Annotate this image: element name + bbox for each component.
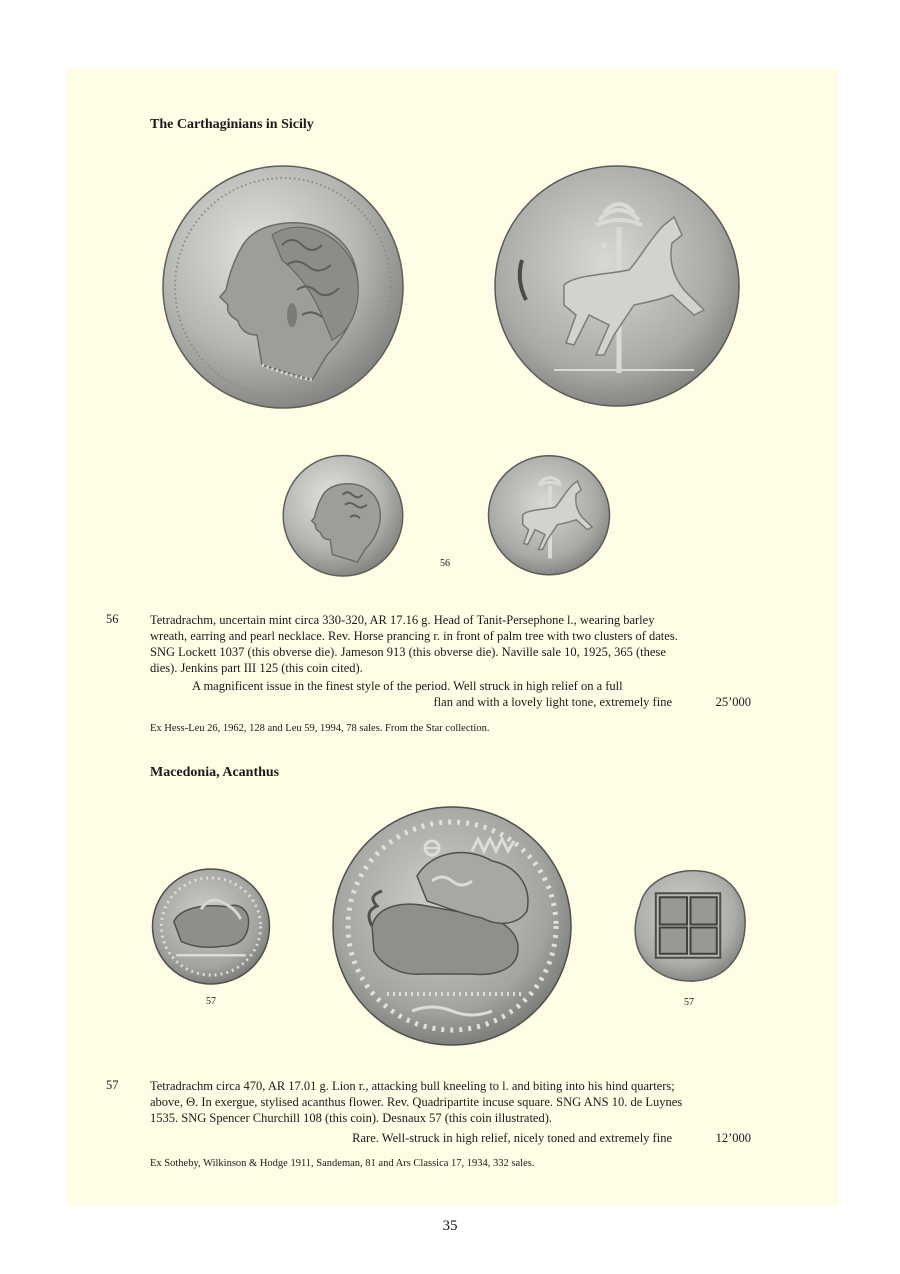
lot-price-56: 25’000 bbox=[715, 695, 751, 709]
plate-number-56: 56 bbox=[440, 558, 450, 569]
description-line: above, Θ. In exergue, stylised acanthus flower. Rev. Quadripartite incuse square. SNG ANS 10. de Luynes bbox=[150, 1095, 683, 1109]
coin-reverse-horse-small-icon bbox=[488, 455, 610, 576]
coin-lion-bull-small-icon bbox=[150, 867, 272, 986]
lot-price-57: 12’000 bbox=[715, 1131, 751, 1145]
lot-description-56 bbox=[150, 612, 751, 676]
lot-provenance-56: Ex Hess-Leu 26, 1962, 128 and Leu 59, 1994, 78 sales. From the Star collection. bbox=[150, 723, 490, 734]
description-line: SNG Lockett 1037 (this obverse die). Jameson 913 (this obverse die). Naville sale 10, 1925, 365 (these bbox=[150, 645, 666, 659]
lot-comment-56-line1: A magnificent issue in the finest style of the period. Well struck in high relief on a full bbox=[192, 679, 623, 693]
lot-provenance-57: Ex Sotheby, Wilkinson & Hodge 1911, Sandeman, 81 and Ars Classica 17, 1934, 332 sales. bbox=[150, 1158, 535, 1169]
lot-comment-56-line2: flan and with a lovely light tone, extremely fine bbox=[433, 695, 672, 709]
coin-reverse-horse-icon bbox=[494, 165, 740, 408]
section-heading-carthaginians: The Carthaginians in Sicily bbox=[150, 117, 314, 132]
plate-number-57-left: 57 bbox=[206, 996, 216, 1007]
coin-obverse-head-icon bbox=[162, 165, 404, 410]
coin-incuse-square-icon bbox=[630, 864, 749, 987]
plate-number-57-right: 57 bbox=[684, 997, 694, 1008]
description-line: 1535. SNG Spencer Churchill 108 (this coin). Desnaux 57 (this coin illustrated). bbox=[150, 1111, 553, 1125]
lot-number-57: 57 bbox=[106, 1078, 119, 1092]
section-heading-macedonia: Macedonia, Acanthus bbox=[150, 765, 280, 780]
lot-comment-57: Rare. Well-struck in high relief, nicely toned and extremely fine bbox=[352, 1131, 672, 1145]
description-line: Tetradrachm, uncertain mint circa 330-320, AR 17.16 g. Head of Tanit-Persephone l., wearing barley bbox=[150, 613, 655, 627]
description-line: wreath, earring and pearl necklace. Rev. Horse prancing r. in front of palm tree with two clusters of dates. bbox=[150, 629, 678, 643]
page-number: 35 bbox=[442, 1218, 458, 1234]
description-line: dies). Jenkins part III 125 (this coin cited). bbox=[150, 661, 363, 675]
coin-obverse-head-small-icon bbox=[282, 455, 404, 577]
coin-lion-bull-icon bbox=[332, 806, 572, 1046]
lot-number-56: 56 bbox=[106, 612, 119, 626]
description-line: Tetradrachm circa 470, AR 17.01 g. Lion r., attacking bull kneeling to l. and biting into his hind quarters; bbox=[150, 1079, 675, 1093]
lot-description-57 bbox=[150, 1078, 751, 1126]
